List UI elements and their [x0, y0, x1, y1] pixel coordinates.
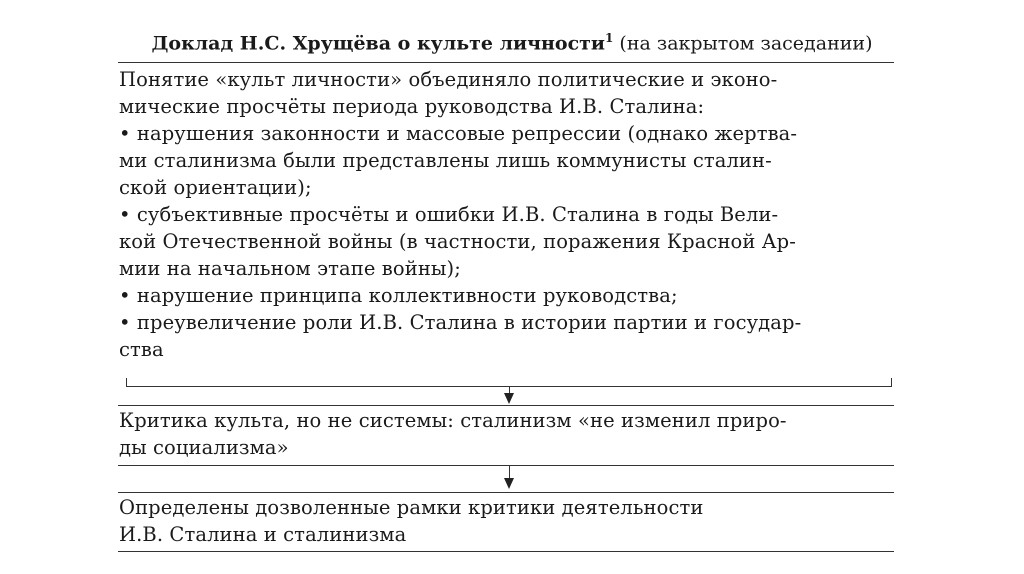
text-line: ской ориентации);	[119, 176, 312, 199]
text-line: кой Отечественной войны (в частности, поражения Красной Ар-	[119, 230, 796, 253]
divider	[118, 465, 894, 466]
page-title	[0, 26, 1024, 55]
top-divider	[118, 62, 894, 63]
cult-definition-block	[119, 66, 899, 363]
text-line: мии на начальном этапе войны);	[119, 257, 461, 280]
bottom-divider	[118, 551, 894, 552]
title-footnote-mark: 1	[605, 31, 614, 45]
bullet-item: • субъективные просчёты и ошибки И.В. Сталина в годы Вели-	[119, 203, 779, 226]
title-subtitle: (на закрытом заседании)	[613, 32, 873, 55]
bullet-item: • нарушение принципа коллективности руководства;	[119, 284, 678, 307]
text-line: И.В. Сталина и сталинизма	[119, 523, 407, 546]
text-line: Критика культа, но не системы: сталинизм «не изменил приро-	[119, 409, 787, 432]
down-arrow-icon	[504, 393, 514, 404]
text-line: ды социализма»	[119, 436, 289, 459]
title-main: Доклад Н.С. Хрущёва о культе личности	[151, 32, 606, 55]
text-line: Понятие «культ личности» объединяло политические и эконо-	[119, 68, 778, 91]
critique-block	[119, 407, 899, 461]
arrow-shaft	[509, 466, 510, 478]
divider	[118, 405, 894, 406]
text-line: ми сталинизма были представлены лишь коммунисты сталин-	[119, 149, 772, 172]
bullet-item: • преувеличение роли И.В. Сталина в истории партии и государ-	[119, 311, 802, 334]
text-line: мические просчёты периода руководства И.В. Сталина:	[119, 95, 705, 118]
bullet-item: • нарушения законности и массовые репрессии (однако жертва-	[119, 122, 798, 145]
text-line: ства	[119, 338, 164, 361]
conclusion-block	[119, 494, 899, 548]
down-arrow-icon	[504, 478, 514, 489]
text-line: Определены дозволенные рамки критики деятельности	[119, 496, 704, 519]
divider	[118, 492, 894, 493]
